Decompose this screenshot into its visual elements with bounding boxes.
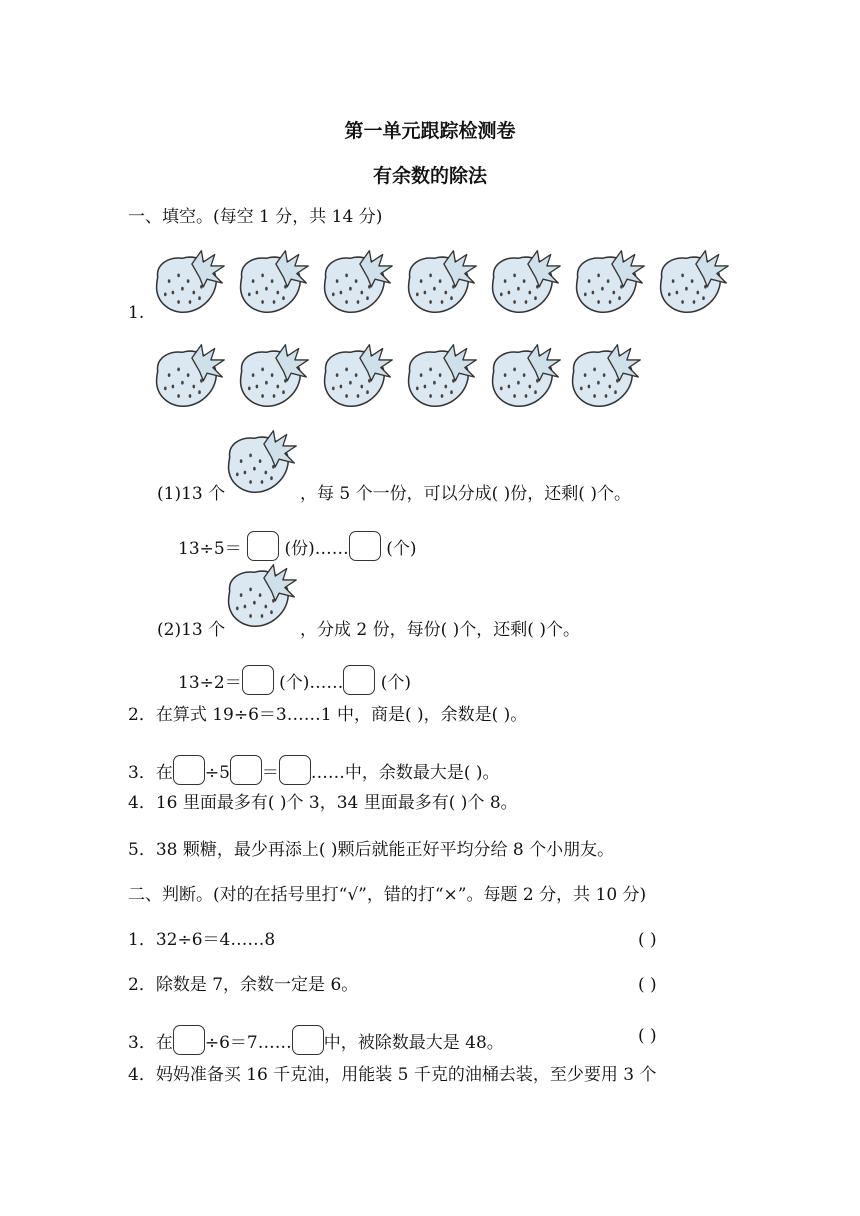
strawberry-icon — [152, 248, 228, 318]
part-1-eq-a: 13÷5＝ — [178, 539, 242, 559]
strawberry-icon — [572, 248, 648, 318]
answer-box[interactable] — [242, 665, 274, 695]
j3-a: 3．在 — [128, 1033, 173, 1053]
q3-b: ÷5 — [204, 763, 230, 783]
strawberry-icon — [224, 562, 300, 632]
answer-box[interactable] — [292, 1025, 324, 1055]
part-1-equation — [178, 531, 416, 561]
q3-d: ……中，余数最大是( )。 — [310, 763, 500, 783]
part-2-prefix: (2)13 个 — [157, 620, 226, 640]
answer-box[interactable] — [173, 755, 205, 785]
strawberry-icon — [404, 248, 480, 318]
q3-a: 3．在 — [128, 763, 173, 783]
strawberry-icon — [236, 248, 312, 318]
strawberry-icon — [568, 342, 644, 412]
question-1-number: 1. — [128, 303, 145, 323]
judge-2-text: 2．除数是 7，余数一定是 6。 — [128, 975, 359, 995]
strawberry-icon — [488, 248, 564, 318]
part-1-eq-c: (个) — [386, 539, 417, 559]
answer-box[interactable] — [349, 531, 381, 561]
question-2: 2．在算式 19÷6＝3……1 中，商是( )，余数是( )。 — [128, 705, 528, 725]
page-subtitle: 有余数的除法 — [372, 165, 487, 187]
judge-1-paren[interactable]: ( ) — [638, 930, 657, 950]
strawberry-icon — [320, 342, 396, 412]
q3-c: ＝ — [261, 763, 279, 783]
part-1-eq-b: (份)…… — [284, 539, 349, 559]
answer-box[interactable] — [279, 755, 311, 785]
strawberry-icon — [656, 248, 732, 318]
strawberry-icon — [404, 342, 480, 412]
question-4: 4．16 里面最多有( )个 3，34 里面最多有( )个 8。 — [128, 793, 518, 813]
part-2-eq-a: 13÷2＝ — [178, 673, 242, 693]
answer-box[interactable] — [247, 531, 279, 561]
judge-4-text: 4．妈妈准备买 16 千克油，用能装 5 千克的油桶去装，至少要用 3 个 — [128, 1065, 657, 1085]
section-2-heading: 二、判断。(对的在括号里打“√”，错的打“×”。每题 2 分，共 10 分) — [128, 885, 647, 905]
question-3 — [128, 755, 500, 785]
judge-3-text — [128, 1025, 504, 1055]
strawberry-icon — [320, 248, 396, 318]
answer-box[interactable] — [173, 1025, 205, 1055]
question-5: 5．38 颗糖，最少再添上( )颗后就能正好平均分给 8 个小朋友。 — [128, 840, 615, 860]
strawberry-icon — [488, 342, 564, 412]
part-2-eq-b: (个)…… — [279, 673, 344, 693]
j3-b: ÷6＝7…… — [204, 1033, 292, 1053]
judge-1-text: 1．32÷6＝4……8 — [128, 930, 276, 950]
judge-2-paren[interactable]: ( ) — [638, 975, 657, 995]
strawberry-icon — [152, 342, 228, 412]
section-1-heading: 一、填空。(每空 1 分，共 14 分) — [128, 207, 383, 227]
answer-box[interactable] — [343, 665, 375, 695]
answer-box[interactable] — [230, 755, 262, 785]
judge-3-paren[interactable]: ( ) — [638, 1026, 657, 1046]
part-1-prefix: (1)13 个 — [157, 484, 226, 504]
part-1-text: ，每 5 个一份，可以分成( )份，还剩( )个。 — [300, 484, 631, 504]
strawberry-icon — [224, 428, 300, 498]
page-title: 第一单元跟踪检测卷 — [344, 120, 516, 142]
part-2-equation — [178, 665, 411, 695]
part-2-text: ，分成 2 份，每份( )个，还剩( )个。 — [300, 620, 580, 640]
strawberry-icon — [236, 342, 312, 412]
j3-c: 中，被除数最大是 48。 — [323, 1033, 504, 1053]
part-2-eq-c: (个) — [380, 673, 412, 693]
